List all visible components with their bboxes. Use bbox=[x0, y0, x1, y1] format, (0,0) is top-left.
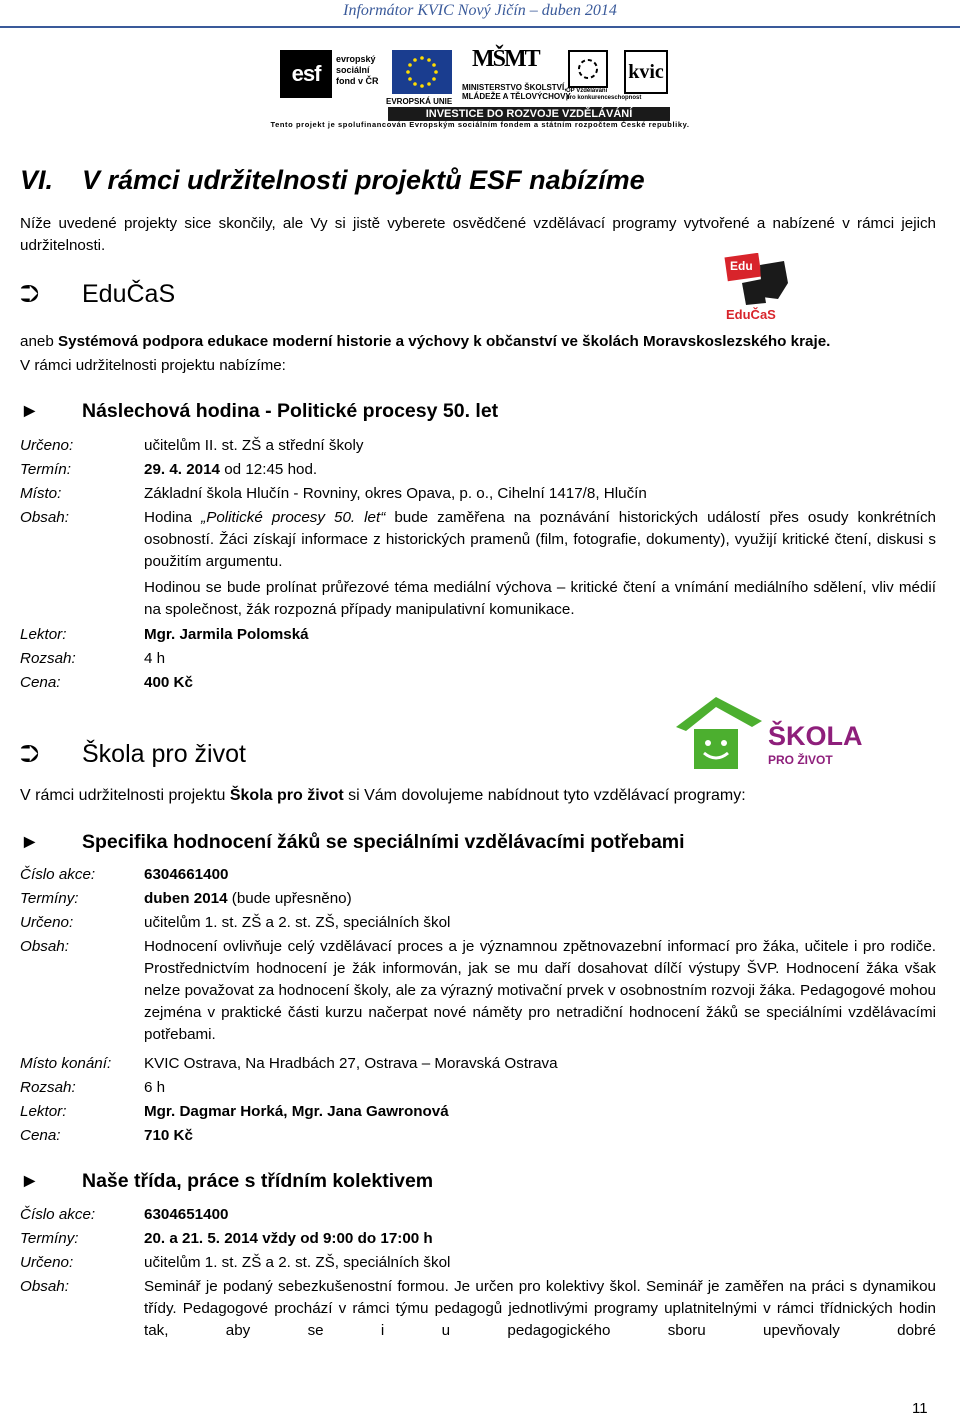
section-heading bbox=[20, 165, 645, 196]
kvic-logo: kvic bbox=[624, 50, 668, 94]
skola-title: Škola pro život bbox=[82, 740, 246, 768]
course2-title: Naše třída, práce s třídním kolektivem bbox=[82, 1170, 434, 1192]
course1-heading bbox=[20, 831, 685, 854]
educas-course-heading bbox=[20, 400, 498, 423]
skola-logo-line2: PRO ŽIVOT bbox=[768, 753, 833, 767]
eu-flag-logo bbox=[392, 50, 452, 94]
esf-logo-text: evropský sociální fond v ČR bbox=[336, 54, 379, 86]
educas-offer-line: V rámci udržitelnosti projektu nabízíme: bbox=[20, 357, 286, 374]
bullet-icon: ► bbox=[20, 1170, 40, 1192]
funding-logos bbox=[280, 46, 664, 130]
educas-course-title: Náslechová hodina - Politické procesy 50. let bbox=[82, 400, 499, 422]
educas-heading bbox=[20, 280, 175, 309]
section-title: V rámci udržitelnosti projektů ESF nabízíme bbox=[82, 165, 645, 195]
course2-heading bbox=[20, 1170, 433, 1193]
header-rule bbox=[0, 26, 960, 28]
educas-description: aneb Systémová podpora edukace moderní historie a výchovy k občanství ve školách Moravskoslezského kraje. bbox=[20, 333, 831, 350]
skola-intro: V rámci udržitelnosti projektu Škola pro život si Vám dovolujeme nabídnout tyto vzdělávací programy: bbox=[20, 787, 746, 804]
skola-heading bbox=[20, 740, 246, 769]
educas-logo-top: Edu bbox=[730, 259, 753, 273]
bullet-icon: ► bbox=[20, 400, 40, 422]
section-number: VI. bbox=[20, 165, 54, 195]
running-header: Informátor KVIC Nový Jičín – duben 2014 bbox=[343, 2, 617, 19]
msmt-label: MINISTERSTVO ŠKOLSTVÍ, MLÁDEŽE A TĚLOVÝCHOVY bbox=[462, 83, 571, 101]
invest-banner: INVESTICE DO ROZVOJE VZDĚLÁVÁNÍ bbox=[388, 107, 670, 121]
educas-logo-bottom: EduČaS bbox=[726, 307, 776, 322]
section-intro: Níže uvedené projekty sice skončily, ale Vy si jistě vyberete osvědčené vzdělávací programy vytvořené a nabízené v rámci jejich udržitelnosti. bbox=[20, 215, 936, 254]
esf-logo: esf bbox=[280, 50, 332, 98]
op-vk-mark-icon bbox=[570, 52, 606, 86]
educas-logo bbox=[722, 253, 794, 323]
msmt-logo: MŠMT bbox=[472, 46, 539, 72]
arrow-icon: ⮊ bbox=[20, 740, 40, 768]
skola-logo-line1: ŠKOLA bbox=[768, 721, 863, 751]
eu-label: EVROPSKÁ UNIE bbox=[386, 97, 453, 106]
educas-title: EduČaS bbox=[82, 280, 176, 308]
op-vk-logo bbox=[568, 50, 608, 88]
bullet-icon: ► bbox=[20, 831, 40, 853]
cofinancing-note: Tento projekt je spolufinancován Evropským sociálním fondem a státním rozpočtem České republiky. bbox=[270, 120, 690, 129]
eu-stars-icon bbox=[392, 50, 452, 94]
course1-title: Specifika hodnocení žáků se speciálními vzdělávacími potřebami bbox=[82, 831, 685, 853]
op-vk-label: OP Vzdělávání pro konkurenceschopnost bbox=[566, 88, 642, 101]
skola-pro-zivot-logo bbox=[672, 693, 863, 773]
page-number: 11 bbox=[912, 1400, 928, 1417]
arrow-icon: ⮊ bbox=[20, 280, 40, 308]
